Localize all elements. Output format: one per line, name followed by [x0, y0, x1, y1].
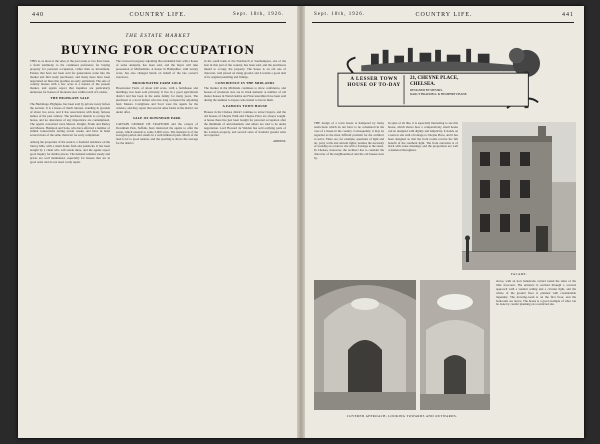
col2-bottom-text: CAPTAIN GEORGE DE TRAFFORD and the owners of Downham Park, Suffolk, have instructed the agents to offer the estate, which extends to some 2,000 acres. The mansion is of the Georgian period and stands in a well-timbered park. Much of the land is let to good tenants, and the sporting is above the average for the district.	[116, 121, 198, 146]
col1-top-text: THIS is, as most of the sales of the past week or two have been, a fresh testimony to the continued preference for buying property for personal occupation, rather than as investment. Estates that have not been sold for generations come into the market and find ready purchasers, and many more have been negotiated on lines that promise an early settlement. The sale of country houses with a few acres is a feature of the present market, and agents report that inquiries are particularly numerous for houses of moderate size within reach of London.	[30, 60, 110, 95]
subhead-1: THE HIGHGATE SALE	[50, 96, 90, 101]
subhead-3: SALE OF DOWNHAM PARK	[133, 115, 181, 120]
approach-caption: COVERED APPROACH, LOOKING TOWARDS AND OUTWARDS.	[346, 414, 458, 418]
date-left: Sept. 18th, 1926.	[232, 12, 284, 17]
left-page	[18, 6, 298, 438]
col3-top-text: in the south bank of the Fenchurch at Southampton, one of the best in that part of the country, has been sold, and the purchasers intend to occupy the property. The house is an old one of character, well placed on rising ground, and it retains a good deal of its original panelling and fittings.	[204, 60, 286, 79]
page-number-left: 440	[32, 12, 44, 18]
facade-illustration	[462, 122, 576, 270]
facade-photo	[462, 122, 576, 270]
right-body-col2-text: In spite of all this, it is especially interesting to see this house, which shows how a comparatively small house can be designed with dignity and simplicity. It stands on a narrow site with a frontage to Cheyne Place, and it has been designed so that the front rooms receive the full benefit of the southern light. The front elevation is of brick with stone dressings, and the proportions are well considered throughout.	[388, 122, 458, 153]
banner-right-text	[410, 76, 534, 96]
right-body-column-2	[388, 122, 458, 270]
right-body-column-1	[314, 122, 384, 270]
col2-top-text: The Cotswold property adjoining the residential belt, with a house of some antiquity, has been sold, and the buyer will take possession at Michaelmas. A house in Hampshire, with twenty acres, has also changed hands on behalf of the late owner's executors.	[116, 60, 198, 79]
running-head-left: COUNTRY LIFE.	[129, 12, 187, 18]
subhead-2: BROOKWATER FARM SOLD	[132, 80, 182, 85]
article-title: BUYING FOR OCCUPATION	[61, 42, 255, 57]
banner-designer-1: DESIGNED BY MESSRS.	[410, 88, 443, 92]
signature: ARBITER.	[273, 139, 286, 144]
col1-mid-text: The Hermitage, Highgate, has been sold by private treaty before the auction. It is a house of much interest, standing in grounds of about two acres, and it has associations with many famous names of the past century. The purchaser intends to occupy the house, and no alterations of any importance are contemplated. The agents concerned were Messrs. Knight, Frank and Rutley and Messrs. Hampton and Sons, who have effected a number of similar transactions during recent weeks, and have in hand several more of the same character for early completion.	[30, 102, 110, 138]
banner-address-1: 21, CHEYNE PLACE,	[410, 76, 459, 81]
banner-left-title: A LESSER TOWN HOUSE OF TO-DAY	[347, 77, 401, 88]
approach-photo-right	[420, 280, 490, 410]
section-title: THE ESTATE MARKET	[125, 34, 191, 39]
col3-mid-text: The market in the Midlands continues to show confidence, and houses of moderate size are in brisk demand. A number of old manor houses in Warwickshire and Worcestershire have been sold during the summer to buyers who intend to live in them.	[204, 86, 286, 103]
date-right: Sept. 18th, 1926.	[314, 12, 366, 17]
banner-address-2: CHELSEA.	[410, 82, 436, 87]
magazine-spread	[18, 6, 584, 438]
col2-mid-text: Brookwater Farm, of about 240 acres, with a farmhouse and buildings, has been sold privately. It lies in a good agricultural district and has been in the same family for many years. The purchaser is a local farmer who has long occupied the adjoining land. Messrs. Castiglione and Scott were the agents for the vendors, and they report that several other farms in the district are under offer.	[116, 86, 198, 114]
right-side-text: above, with an iron balustrade carried round the sides of the little forecourt. The entrance is reached through a covered approach with a vaulted ceiling and a circular light, and the whole of the ground floor is planned with considerable ingenuity. The drawing-room is on the first floor, and the bedrooms are above. The house is a good example of what can be done by careful planning on a restricted site.	[496, 280, 576, 307]
header-rule-right	[312, 22, 574, 23]
subhead-5: A FAMOUS TOWN HOUSE	[222, 104, 268, 109]
subhead-4: CONFIDENCE IN THE MIDLANDS	[215, 80, 275, 85]
right-body-col1-text: THE design of a town house is hampered by many restrictions which do not have to be considered in the case of a house in the country. Consequently, it may be regarded as the most difficult problem for the architect to solve. There are, for example, questions of light and air, party walls and ancient lights, besides the necessity of working on a narrow site with a frontage to the street. In Chelsea, moreover, the architect has to consider the character of the neighbourhood and the old houses near by.	[314, 122, 384, 161]
vaulted-passage-left	[314, 280, 416, 410]
column-2	[116, 60, 198, 430]
column-3	[204, 60, 286, 430]
right-page	[304, 6, 584, 438]
col1-bottom-text: Among the properties of the week is a freehold residence on the Surrey hills, with a small home farm and paddocks. It has been bought by a client who will reside there, and the agents report good inquiry for similar places. The demand remains steady and prices are well maintained, especially for houses that are in good order and do not need costly repair.	[30, 140, 110, 164]
right-side-column	[496, 280, 576, 430]
header-rule-left	[30, 22, 286, 23]
banner-designer-2: DARCY BRADDELL & HUMPHRY DEANE.	[410, 92, 468, 96]
running-head-right: COUNTRY LIFE.	[415, 12, 473, 18]
column-1	[30, 60, 110, 430]
page-number-right: 441	[562, 12, 574, 18]
facade-caption: FACADE.	[510, 272, 528, 276]
vaulted-passage-right	[420, 280, 490, 410]
approach-photo-left	[314, 280, 416, 410]
col3-bottom-text: Houses in the Chelsea district continue to attract buyers, and the old houses of Cheyne Walk and Cheyne Place are always sought. A house there has just been bought for personal occupation after the minimum of advertisement, and others are said to be under negotiation. Lord Howard de Walden has sold outlying parts of his London property, and several sales of freehold ground rents are reported.	[204, 109, 286, 138]
